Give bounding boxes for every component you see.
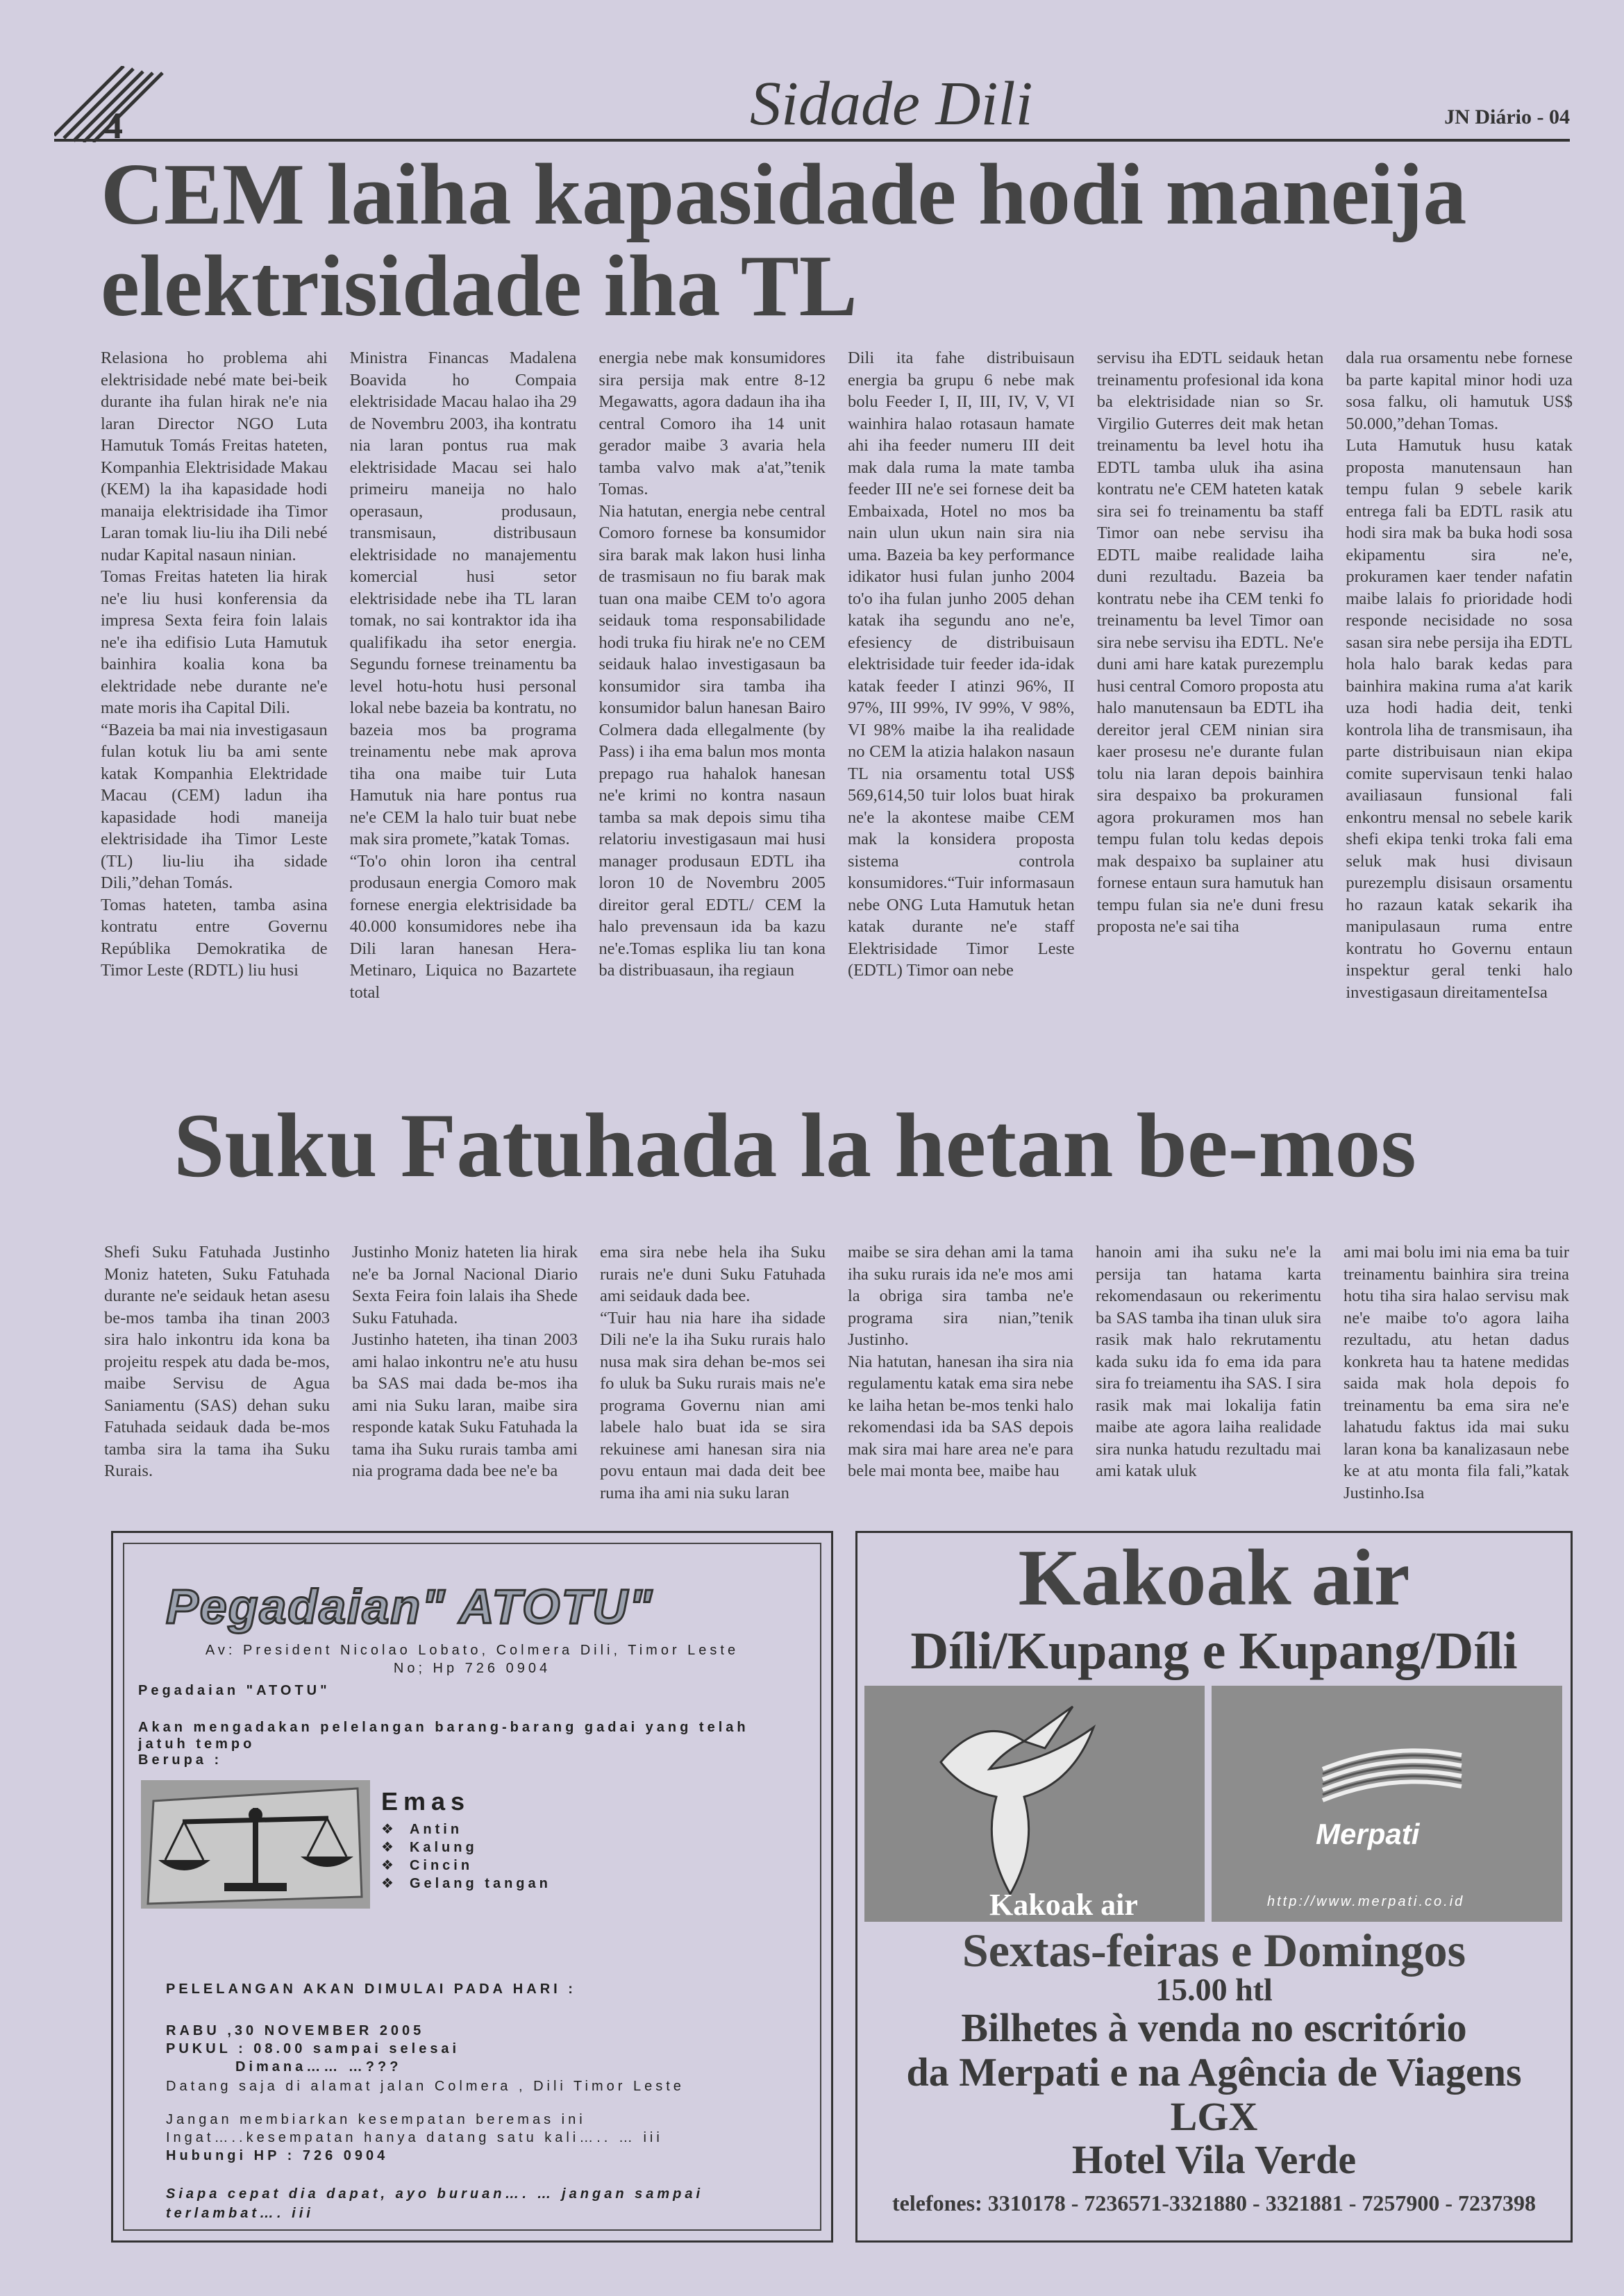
- flight-days: Sextas-feiras e Domingos: [962, 1924, 1466, 1977]
- paragraph: “Bazeia ba mai nia investigasaun fulan kotuk liu ba ami sente katak Kompanhia Elektridade Macau (CEM) ladun iha kapasidade hodi maneija elektrisidade iha Timor Leste (TL) liu-liu iha sidade Dili,”dehan Tomás.: [101, 720, 328, 892]
- auction-date: RABU ,30 NOVEMBER 2005: [166, 2023, 425, 2038]
- article-1-headline: CEM laiha kapasidade hodi maneija elektrisidade iha TL: [101, 146, 1467, 335]
- article-1-column: [101, 347, 328, 1083]
- article-2-column: [352, 1241, 578, 1527]
- article-2-column: [600, 1241, 826, 1527]
- article-1-column: [1346, 347, 1573, 1083]
- item-label: Cincin: [409, 1858, 474, 1873]
- pegadaian-logo: Pegadaian" ATOTU": [166, 1579, 653, 1634]
- paragraph: Nia hatutan, hanesan iha sira nia regulamentu katak ema sira nebe ke laiha hetan be-mos tenki halo rekomendasi ida ba SAS depois mak sira mai hare area ne'e para bele mai monta bee, maibe hau: [848, 1352, 1073, 1480]
- phone-numbers: telefones: 3310178 - 7236571-3321880 - 3321881 - 7257900 - 7237398: [892, 2190, 1536, 2215]
- pegadaian-address: Av: President Nicolao Lobato, Colmera Dili, Timor Leste: [205, 1643, 739, 1658]
- pegadaian-advertisement: [111, 1531, 833, 2243]
- article-1-column: [1097, 347, 1324, 1083]
- article-2-column: [104, 1241, 330, 1527]
- paragraph: Tomas hateten, tamba asina kontratu entre Governu Repúblika Demokratika de Timor Leste (RDTL) liu husi: [101, 895, 328, 980]
- paragraph: Tomas Freitas hateten lia hirak ne'e liu husi konferensia da impresa Sexta feira foin lalais ne'e iha edifisio Luta Hamutuk bainhira koalia kona ba elektridade nebe durante ne'e mate moris iha Capital Dili.: [101, 567, 328, 717]
- article-1-column: [350, 347, 577, 1083]
- pegadaian-berupa-label: Berupa :: [138, 1752, 223, 1768]
- bullet-icon: ❖: [381, 1822, 397, 1837]
- merpati-url: http://www.merpati.co.id: [1267, 1894, 1465, 1909]
- paragraph: “Tuir hau nia hare iha sidade Dili ne'e la iha Suku rurais halo nusa mak sira dehan be-mos sei fo uluk ba Suku rurais mais ne'e programa Governu nian ami labele halo buat ida se sira rekuinese ami hanesan sira nia povu entaun mai dada deit bee ruma iha ami nia suku laran: [600, 1308, 826, 1502]
- item-label: Antin: [409, 1822, 463, 1837]
- section-title: Sidade Dili: [750, 69, 1033, 138]
- auction-contact: Hubungi HP : 726 0904: [166, 2148, 389, 2163]
- article-1-column: [848, 347, 1075, 1083]
- article-2-column: [848, 1241, 1073, 1527]
- kakoak-air-advertisement: [855, 1531, 1573, 2243]
- auction-start-label: PELELANGAN AKAN DIMULAI PADA HARI :: [166, 1981, 576, 1997]
- auction-reminder: Ingat…..kesempatan hanya datang satu kali….. … iii: [166, 2130, 663, 2145]
- list-item: [381, 1820, 551, 1838]
- page-number: 4: [104, 105, 123, 146]
- paragraph: Luta Hamutuk husu katak proposta manutensaun han tempu fulan 9 sebele karik entrega fali ba EDTL rasik atu hodi sira mak ba buka hodi sosa ekipamentu sira ne'e, prokuramen kaer tender nafatin maibe lalais fo prioridade hodi responde necisidade no sosa sasan sira nebe persija iha EDTL hola halo barak kedas para bainhira makina ruma a'at karik uza hodi hadia deit, tenki kontrola liha de transmisaun, iha parte distribuisaun nian ekipa comite supervisaun tenki halao availiasaun funsional fali enkontru mensal no sebele karik shefi ekipa tenki troka fali ema seluk mak husi divisaun purezemplu disisaun orsamentu ho razaun katak sekarik iha manipulasaun ruma entre kontratu ho Governu entaun inspektur geral tenki halo investigasaun direitamenteIsa: [1346, 436, 1573, 1002]
- article-2-column: [1343, 1241, 1569, 1527]
- kakoak-bird-logo: [864, 1686, 1205, 1922]
- article-2-body: [104, 1241, 1569, 1527]
- item-label: Kalung: [409, 1840, 478, 1855]
- pegadaian-category: Emas: [381, 1787, 471, 1816]
- paragraph: Justinho Moniz hateten lia hirak ne'e ba Jornal Nacional Diario Sexta Feira foin lalais iha Shede Suku Fatuhada.: [352, 1243, 578, 1327]
- flight-time: 15.00 htl: [1155, 1972, 1273, 2007]
- bullet-icon: ❖: [381, 1840, 397, 1855]
- bird-icon: [864, 1686, 1205, 1922]
- paragraph: maibe se sira dehan ami la tama iha suku rurais ida ne'e mos ami la obriga sira tamba ne'e programa sira nian,”tenik Justinho.: [848, 1243, 1073, 1349]
- paragraph: “To'o ohin loron iha central produsaun energia Comoro mak fornese energia elektrisidade ba 40.000 konsumidores nebe iha Dili laran hanesan Hera-Metinaro, Liquica no Bazartete total: [349, 851, 577, 1002]
- header-rule: [54, 139, 1570, 142]
- article-1-body: [101, 347, 1573, 1083]
- hotel-name: Hotel Vila Verde: [1071, 2137, 1357, 2182]
- paragraph: ema sira nebe hela iha Suku rurais ne'e duni Suku Fatuhada ami seidauk dada bee.: [600, 1243, 826, 1305]
- flight-route: Díli/Kupang e Kupang/Díli: [910, 1622, 1518, 1680]
- auction-note: Jangan membiarkan kesempatan beremas ini: [166, 2112, 586, 2127]
- auction-place: Dimana…… …???: [235, 2059, 402, 2075]
- tickets-line-1: Bilhetes à venda no escritório: [961, 2005, 1467, 2050]
- auction-address: Datang saja di alamat jalan Colmera , Dili Timor Leste: [166, 2079, 685, 2094]
- article-2-headline: Suku Fatuhada la hetan be-mos: [174, 1094, 1416, 1196]
- article-1-column: [598, 347, 826, 1083]
- airline-title: Kakoak air: [1018, 1534, 1410, 1623]
- list-item: [381, 1857, 551, 1875]
- paragraph: energia nebe mak konsumidores sira persija mak entre 8-12 Megawatts, agora dadaun iha iha central Comoro iha 14 unit gerador maibe 3 avaria hela tamba valvo mak a'at,”tenik Tomas.: [598, 349, 826, 498]
- paragraph: servisu iha EDTL seidauk hetan treinamentu profesional ida kona ba elektrisidade nian so Sr. Virgilio Guterres deit mak hetan treinamentu ba level hotu iha EDTL tamba uluk iha asina kontratu ne'e CEM hateten katak sira sei fo treinamentu ba staff Timor oan nebe servisu iha EDTL maibe realidade laiha duni rezultadu. Bazeia ba kontratu nebe iha CEM tenki fo treinamentu ba level Timor oan sira nebe servisu iha EDTL. Ne'e duni ami hare katak purezemplu husi central Comoro proposta atu halo manutensaun ba EDTL iha dereitor jeral CEM ninian sira kaer prosesu ne'e durante fulan tolu nia laran depois bainhira sira despaixo ba prokuramen agora prokuramen mos han tempu fulan tolu kedas depois mak despaixo ba suplainer atu fornese entaun sura hamutuk han tempu fulan sia ne'e duni fresu proposta ne'e sai tiha: [1096, 349, 1324, 936]
- pegadaian-intro: Akan mengadakan pelelangan barang-barang gadai yang telah jatuh tempo: [138, 1720, 749, 1752]
- tickets-line-3: LGX: [1170, 2094, 1258, 2139]
- merpati-logo-image: [1212, 1686, 1562, 1922]
- merpati-stripes-icon: [1212, 1686, 1562, 1922]
- paragraph: Relasiona ho problema ahi elektrisidade nebé mate bei-beik durante iha fulan hirak ne'e nia laran Director NGO Luta Hamutuk Tomás Freitas hateten, Kompanhia Elektrisidade Makau (KEM) la iha kapasidade hodi manaija elektrisidade iha Timor Laran tomak liu-liu iha Dili nebé nudar Kapital nasaun ninian.: [101, 349, 328, 564]
- pegadaian-phone: No; Hp 726 0904: [393, 1661, 551, 1676]
- paragraph: hanoin ami iha suku ne'e la persija tan hatama karta rekomendasaun ou rekerimentu ba SAS tamba iha tinan uluk sira rasik mak halo rekrutamentu kada suku ida fo ema ida para sira fo treiamentu iha SAS. I sira rasik mak mai lokalija fatin maibe ate agora laiha realidade sira nunka hatudu rezultadu mai ami katak uluk: [1096, 1243, 1321, 1480]
- bird-caption: Kakoak air: [989, 1888, 1138, 1922]
- issue-label: JN Diário - 04: [1444, 106, 1570, 128]
- balance-scale-icon: [141, 1780, 370, 1909]
- bullet-icon: ❖: [381, 1876, 397, 1891]
- paragraph: Dili ita fahe distribuisaun energia ba grupu 6 nebe mak bolu Feeder I, II, III, IV, V, VI wainhira halao rotasaun hamate ahi iha feeder numeru III deit mak dala ruma la mate tamba feeder III ne'e sei fornese deit ba Embaixada, Hotel no mos ba nain ulun ukun nain sira nia uma. Bazeia ba key performance idikator husi fulan junho 2004 to'o iha fulan junho 2005 dehan katak iha segundu ano ne'e, efesiency de distribuisaun elektrisidade tuir feeder ida-idak katak feeder I atinzi 96%, II 97%, III 99%, IV 99%, V 98%, VI 98% maibe la iha realidade no CEM la atizia halakon nasaun TL nia orsamentu total US$ 569,614,50 tuir lolos buat hirak ne'e la akontese maibe CEM mak la konsidera proposta sistema controla konsumidores.“Tuir informasaun nebe ONG Luta Hamutuk hetan katak durante ne'e staff Elektrisidade Timor Leste (EDTL) Timor oan nebe: [848, 349, 1075, 980]
- article-2-column: [1096, 1241, 1321, 1527]
- auction-slogan: Siapa cepat dia dapat, ayo buruan…. … jangan sampai terlambat…. iii: [166, 2186, 704, 2221]
- merpati-logo-text: Merpati: [1316, 1818, 1420, 1850]
- paragraph: Shefi Suku Fatuhada Justinho Moniz hateten, Suku Fatuhada durante ne'e seidauk hetan asesu be-mos tamba iha tinan 2003 sira halo inkontru ida kona ba projeitu respek atu dada be-mos, maibe Servisu de Agua Saniamentu (SAS) dehan suku Fatuhada seidauk dada be-mos tamba sira la tama iha Suku Rurais.: [104, 1243, 330, 1480]
- paragraph: Justinho hateten, iha tinan 2003 ami halao inkontru ne'e atu husu ba SAS mai dada be-mos iha ami nia Suku laran, maibe sira responde katak Suku Fatuhada la tama iha Suku rurais tamba ami nia programa dada bee ne'e ba: [352, 1330, 578, 1480]
- auction-time: PUKUL : 08.00 sampai selesai: [166, 2041, 460, 2056]
- paragraph: Ministra Financas Madalena Boavida ho Compaia elektrisidade Macau halao iha 29 de Novembru 2003, iha kontratu nia laran pontus rua mak elektrisidade Macau sei halo primeiru maneija no halo operasaun, produsaun, transmisaun, distribusaun elektrisidade no manajementu komercial husi setor elektrisidade nebe iha TL laran tomak, no sai kontraktor ida iha qualifikadu iha setor energia. Segundu fornese treinamentu ba level hotu-hotu husi personal lokal nebe bazeia ba kontratu, no bazeia mos ba programa treinamentu nebe mak aprova tiha ona maibe tuir Luta Hamutuk nia hare pontus rua ne'e CEM la halo tuir buat nebe mak sira promete,”katak Tomas.: [349, 349, 577, 848]
- ad-inner-frame: [123, 1543, 821, 2231]
- pegadaian-name: Pegadaian "ATOTU": [138, 1683, 330, 1698]
- bullet-icon: ❖: [381, 1858, 397, 1873]
- paragraph: dala rua orsamentu nebe fornese ba parte kapital minor hodi uza sosa falku, oli hamutuk US$ 50.000,”dehan Tomas.: [1346, 349, 1573, 433]
- pegadaian-item-list: [381, 1820, 551, 1893]
- list-item: [381, 1838, 551, 1857]
- tickets-line-2: da Merpati e na Agência de Viagens: [906, 2050, 1522, 2095]
- paragraph: ami mai bolu imi nia ema ba tuir treinamentu bainhira sira treina hotu tiha sira halao servisu mak ne'e maibe to'o agora laiha rezultadu, atu hetan dadus konkreta hau ta hatene medidas saida mak hola depois fo treinamentu ba ema sira ne'e lahatudu faktus ida mai suku laran kona ba kanalizasaun nebe ke at atu monta fila fali,”katak Justinho.Isa: [1343, 1243, 1569, 1502]
- list-item: [381, 1875, 551, 1893]
- paragraph: Nia hatutan, energia nebe central Comoro fornese ba konsumidor sira barak mak lakon husi linha de trasmisaun no fiu barak mak tuan ona maibe CEM to'o agora seidauk toma responsabilidade hodi truka fiu hirak ne'e no CEM seidauk halao investigasaun ba konsumidor sira tamba iha konsumidor balun hanesan Bairo Colmera dada ellegalmente (by Pass) i iha ema balun mos monta prepago rua hahalok hanesan ne'e krimi no kontra nasaun tamba sa mak depois simu tiha relatoriu investigasaun mai husi manager produsaun EDTL iha loron 10 de Novembru 2005 direitor geral EDTL/ CEM la halo prevensaun ida ba kazu ne'e.Tomas esplika liu tan kona ba distribuasaun, iha regiaun: [598, 501, 826, 980]
- item-label: Gelang tangan: [409, 1876, 551, 1891]
